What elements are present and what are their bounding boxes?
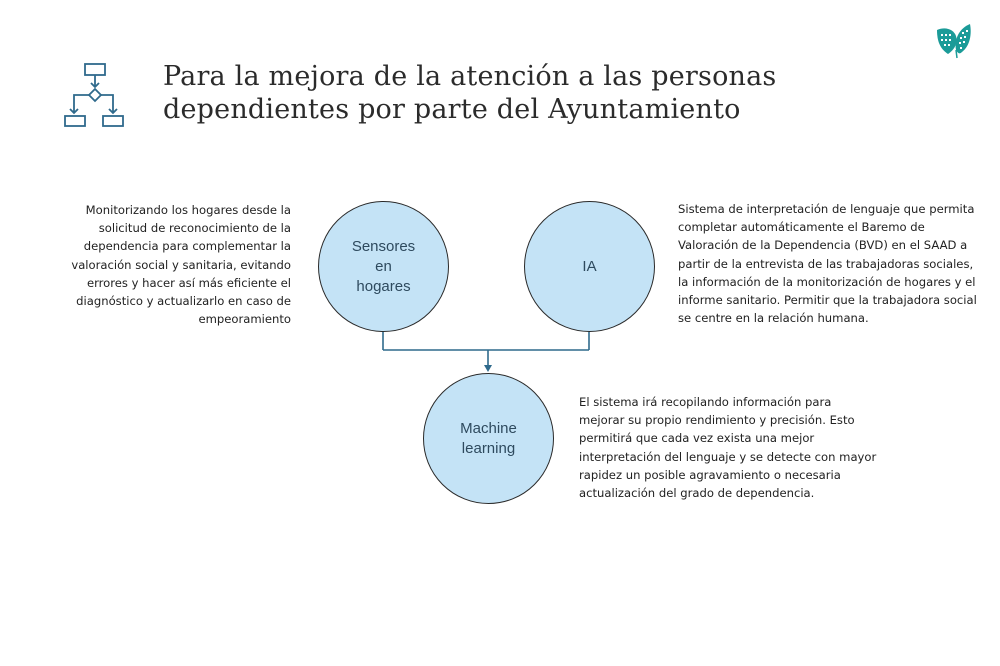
- node-ia: [524, 201, 655, 332]
- description-sensores: Monitorizando los hogares desde la solicitud de reconocimiento de la dependencia para complementar la valoración social y sanitaria, evitando errores y hacer así más eficiente el diagnóstico y actualizarlo en caso de empeoramiento: [71, 203, 291, 327]
- description-ia: Sistema de interpretación de lenguaje que permita completar automáticamente el Baremo de Valoración de la Dependencia (BVD) en el SAAD a partir de la entrevista de las trabajadoras sociales, la información de la monitorización de hogares y el informe sanitario. Permitir que la trabajadora social se centre en la relación humana.: [678, 202, 977, 326]
- page-title: [163, 60, 843, 126]
- description-machine-learning: El sistema irá recopilando información para mejorar su propio rendimiento y precisión. Esto permitirá que cada vez exista una mejor interpretación del lenguaje y se detecte con mayor rapidez un posible agravamiento o necesaria actualización del grado de dependencia.: [579, 395, 877, 501]
- node-label-line: hogares: [356, 277, 411, 295]
- node-sensores-en-hogares: [318, 201, 449, 332]
- node-label-line: learning: [461, 439, 516, 457]
- title-line-2: dependientes por parte del Ayuntamiento: [163, 94, 741, 125]
- node-label-line: Sensores: [351, 237, 416, 255]
- node-label-line: en: [375, 257, 392, 275]
- title-line-1: Para la mejora de la atención a las personas: [163, 61, 777, 92]
- node-machine-learning: [423, 373, 554, 504]
- node-label-line: IA: [582, 257, 597, 275]
- node-label-line: Machine: [460, 419, 517, 437]
